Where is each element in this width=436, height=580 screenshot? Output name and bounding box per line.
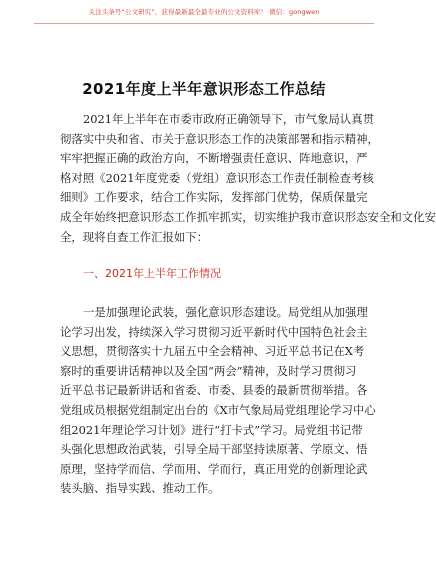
intro-paragraph (60, 110, 436, 247)
intro-line: 细则》工作要求，结合工作实际，发挥部门优势，保质保量完 (60, 190, 368, 205)
document-title: 2021年度上半年意识形态工作总结 (82, 80, 326, 98)
intro-line: 2021年上半年在市委市政府正确领导下，市气象局认真贯 (83, 112, 374, 126)
section-1-line: 头强化思想政治武装，引导全局干部坚持读原著、学原文、悟 (60, 442, 368, 457)
section-1-line: 一是加强理论武装，强化意识形态建设。局党组从加强理 (83, 305, 368, 319)
intro-line: 彻落实中央和省、市关于意识形态工作的决策部署和指示精神， (60, 131, 379, 146)
section-1-line: 组2021年理论学习计划》进行“打卡式”学习。局党组书记带 (60, 422, 363, 437)
section-1-line: 论学习出发，持续深入学习贯彻习近平新时代中国特色社会主 (60, 324, 368, 339)
intro-line: 成全年始终把意识形态工作抓牢抓实，切实维护我市意识形态安全和文化安 (60, 209, 436, 224)
section-1-line: 原理，坚持学而信、学而用、学而行，真正用党的创新理论武 (60, 461, 368, 476)
header-divider (34, 23, 374, 24)
intro-line: 格对照《2021年度党委（党组）意识形态工作责任制检查考核 (60, 170, 374, 185)
section-1-line: 装头脑、指导实践、推动工作。 (60, 481, 220, 496)
section-1-line: 义思想，贯彻落实十九届五中全会精神、习近平总书记在X考 (60, 344, 365, 359)
section-1-paragraph (60, 303, 376, 499)
intro-line: 全，现将自查工作汇报如下： (60, 229, 209, 244)
header-banner: 关注头条号“公文研究”，获得最新最全最专业的公文资料库！ 微信：gongwen (88, 8, 320, 16)
section-1-line: 党组成员根据党组制定出台的《X市气象局局党组理论学习中心 (60, 402, 376, 417)
intro-line: 牢牢把握正确的政治方向，不断增强责任意识、阵地意识，严 (60, 151, 368, 166)
section-1-line: 近平总书记最新讲话和省委、市委、县委的最新贯彻举措。各 (60, 383, 368, 398)
section-heading: 一、2021年上半年工作情况 (83, 267, 221, 280)
section-1-line: 察时的重要讲话精神以及全国“两会”精神，及时学习贯彻习 (60, 363, 357, 378)
